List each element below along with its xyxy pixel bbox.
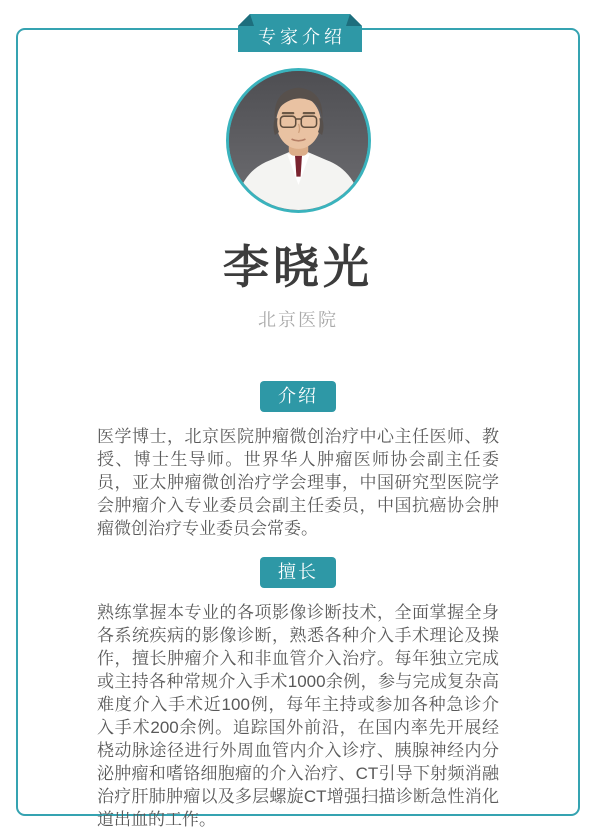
section-badge-intro: 介绍 — [260, 381, 336, 412]
avatar — [226, 68, 371, 213]
ribbon-icon — [238, 14, 362, 52]
ribbon-title: 专家介绍 — [258, 27, 346, 47]
specialty-text: 熟练掌握本专业的各项影像诊断技术，全面掌握全身各系统疾病的影像诊断，熟悉各种介入手术理论及操作，擅长肿瘤介入和非血管介入治疗。每年独立完成或主持各种常规介入手术1000余例，参与完成复杂高难度介入手术近100例，每年主持或参加各种急诊介入手术200余例。追踪国外前沿，在国内率先开展经桡动脉途径进行外周血管内介入诊疗、胰腺神经内分泌肿瘤和嗜铬细胞瘤的介入治疗、CT引导下射频消融治疗肝肺肿瘤以及多层螺旋CT增强扫描诊断急性消化道出血的工作。 — [97, 603, 499, 829]
profile-card — [16, 28, 580, 829]
hospital-name: 北京医院 — [258, 310, 338, 330]
section-badge-specialty: 擅长 — [260, 557, 336, 588]
intro-text: 医学博士，北京医院肿瘤微创治疗中心主任医师、教授、博士生导师。世界华人肿瘤医师协会副主任委员，亚太肿瘤微创治疗学会理事，中国研究型医院学会肿瘤介入专业委员会副主任委员，中国抗癌协会肿瘤微创治疗专业委员会常委。 — [97, 427, 499, 538]
ribbon-banner — [238, 14, 362, 52]
doctor-portrait-icon — [229, 71, 368, 210]
doctor-name: 李晓光 — [223, 242, 373, 293]
